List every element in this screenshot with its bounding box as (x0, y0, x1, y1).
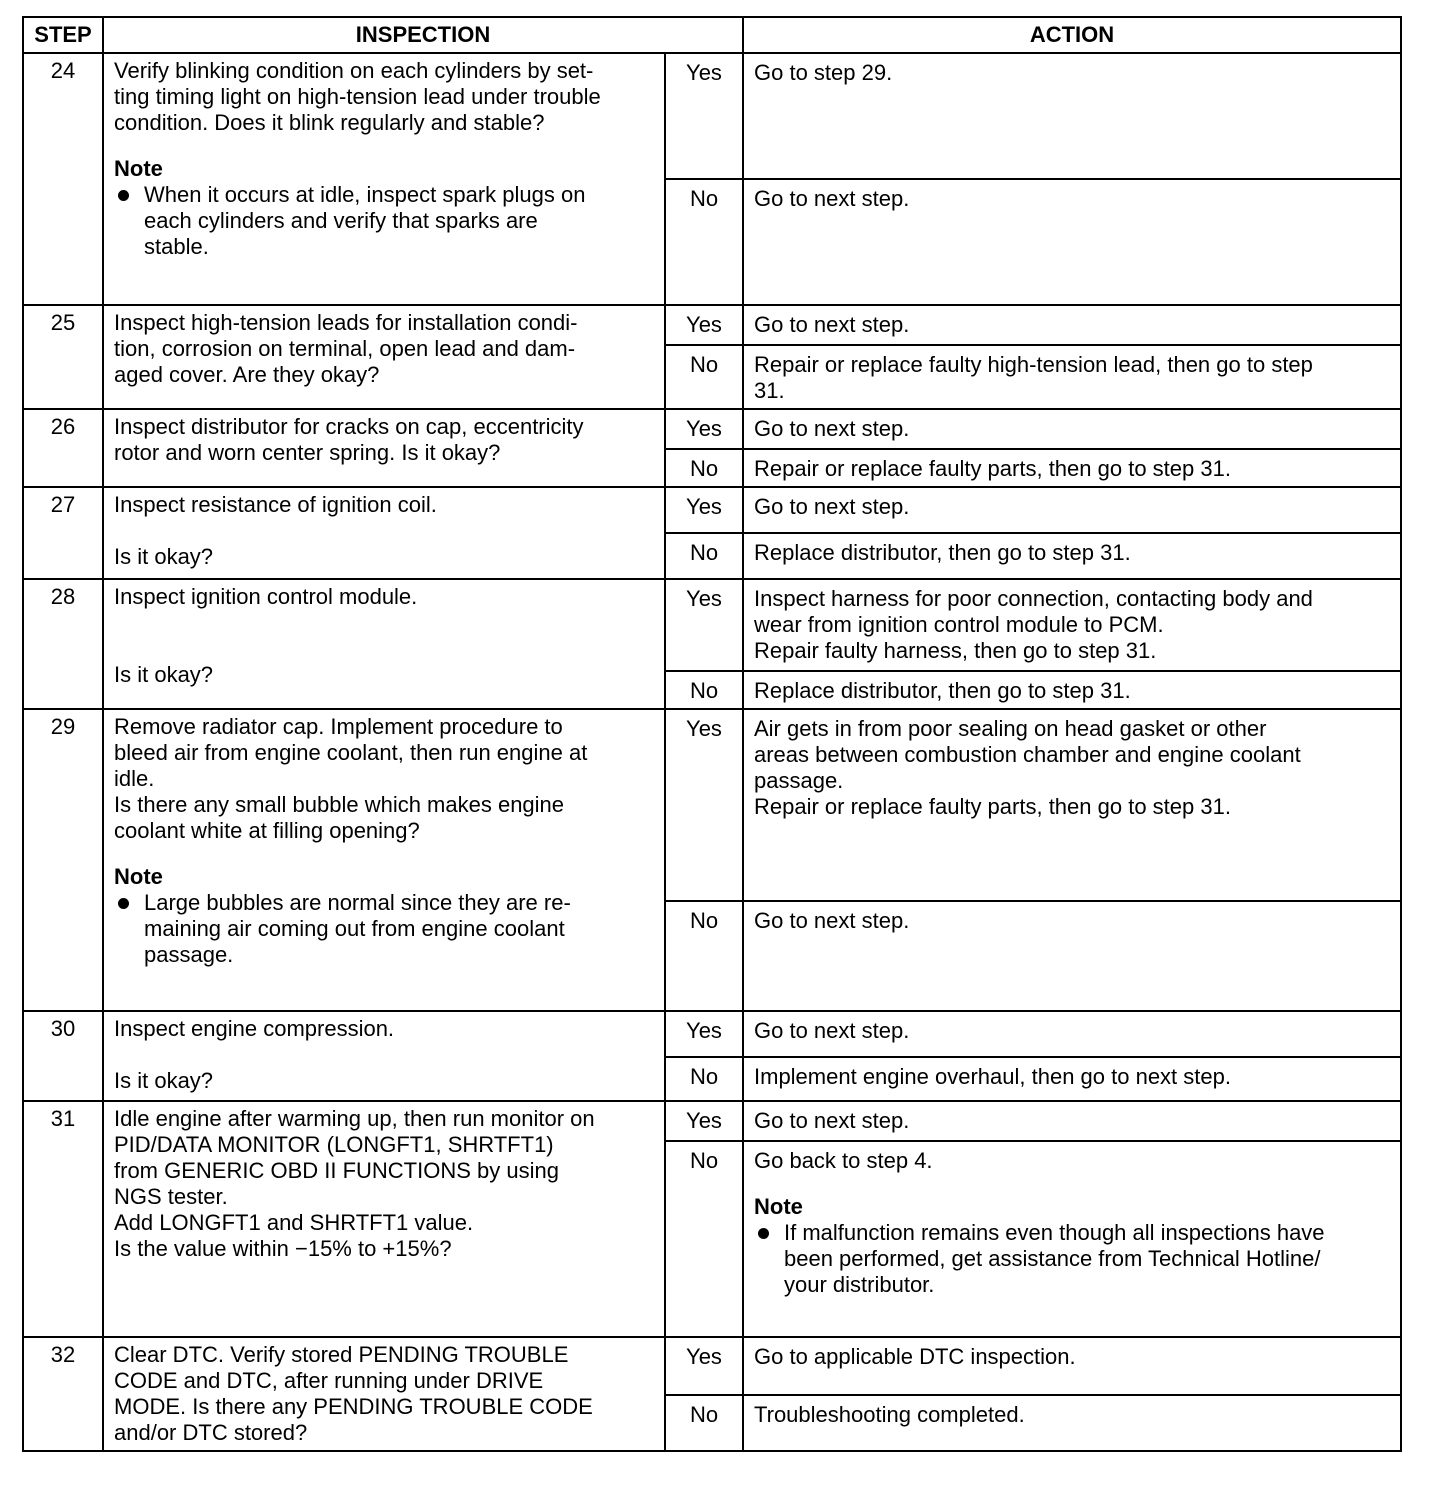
step-number: 29 (23, 709, 103, 1011)
yes-action: Go to next step. (743, 1011, 1401, 1057)
step-number: 24 (23, 53, 103, 305)
yes-action: Go to next step. (743, 305, 1401, 345)
yes-label: Yes (665, 53, 743, 179)
step-number: 32 (23, 1337, 103, 1451)
no-action-cell (743, 1141, 1401, 1337)
no-label: No (665, 449, 743, 487)
no-label: No (665, 671, 743, 709)
note-bullet: Large bubbles are normal since they are re- maining air coming out from engine coolant passage. (114, 890, 654, 968)
no-label: No (665, 345, 743, 409)
no-label: No (665, 1141, 743, 1337)
no-action: Go back to step 4. (754, 1148, 933, 1173)
yes-label: Yes (665, 305, 743, 345)
inspection-text: Clear DTC. Verify stored PENDING TROUBLE CODE and DTC, after running under DRIVE MODE. Is there any PENDING TROUBLE CODE and/or DTC stored? (103, 1337, 665, 1451)
yes-label: Yes (665, 409, 743, 449)
yes-action: Go to applicable DTC inspection. (743, 1337, 1401, 1395)
no-action: Go to next step. (743, 901, 1401, 1011)
inspection-text: Inspect resistance of ignition coil. Is it okay? (103, 487, 665, 579)
step-29-yes-row (23, 709, 1401, 901)
step-27-yes-row (23, 487, 1401, 533)
step-number: 30 (23, 1011, 103, 1101)
no-label: No (665, 533, 743, 579)
yes-action: Air gets in from poor sealing on head gasket or other areas between combustion chamber and engine coolant passage. Repair or replace faulty parts, then go to step 31. (743, 709, 1401, 901)
note-title: Note (754, 1194, 803, 1219)
yes-action: Inspect harness for poor connection, contacting body and wear from ignition control module to PCM. Repair faulty harness, then go to step 31. (743, 579, 1401, 671)
yes-label: Yes (665, 487, 743, 533)
inspection-text: Inspect engine compression. Is it okay? (103, 1011, 665, 1101)
inspection-text: Verify blinking condition on each cylinders by set- ting timing light on high-tension lead under trouble condition. Does it blink regularly and stable? (114, 58, 601, 135)
no-label: No (665, 179, 743, 305)
yes-action: Go to next step. (743, 409, 1401, 449)
no-label: No (665, 1057, 743, 1101)
step-31-yes-row (23, 1101, 1401, 1141)
yes-action: Go to next step. (743, 487, 1401, 533)
step-25-yes-row (23, 305, 1401, 345)
yes-label: Yes (665, 1101, 743, 1141)
yes-label: Yes (665, 1011, 743, 1057)
inspection-text: Inspect ignition control module. Is it okay? (103, 579, 665, 709)
no-action: Replace distributor, then go to step 31. (743, 533, 1401, 579)
no-action: Go to next step. (743, 179, 1401, 305)
troubleshooting-table (22, 16, 1402, 1452)
step-24-yes-row (23, 53, 1401, 179)
no-action: Repair or replace faulty high-tension lead, then go to step 31. (743, 345, 1401, 409)
inspection-text: Inspect distributor for cracks on cap, eccentricity rotor and worn center spring. Is it okay? (103, 409, 665, 487)
note-bullet: When it occurs at idle, inspect spark plugs on each cylinders and verify that sparks are stable. (114, 182, 654, 260)
step-number: 27 (23, 487, 103, 579)
note-bullet: If malfunction remains even though all inspections have been performed, get assistance from Technical Hotline/ your distributor. (754, 1220, 1390, 1298)
yes-action: Go to next step. (743, 1101, 1401, 1141)
note-title: Note (114, 156, 163, 181)
no-action: Implement engine overhaul, then go to next step. (743, 1057, 1401, 1101)
yes-action: Go to step 29. (743, 53, 1401, 179)
step-30-yes-row (23, 1011, 1401, 1057)
inspection-cell (103, 53, 665, 305)
inspection-text: Inspect high-tension leads for installation condi- tion, corrosion on terminal, open lead and dam- aged cover. Are they okay? (103, 305, 665, 409)
step-number: 26 (23, 409, 103, 487)
step-26-yes-row (23, 409, 1401, 449)
no-label: No (665, 1395, 743, 1451)
inspection-text: Remove radiator cap. Implement procedure to bleed air from engine coolant, then run engine at idle. Is there any small bubble which makes engine coolant white at filling opening? (114, 714, 588, 843)
no-action: Repair or replace faulty parts, then go to step 31. (743, 449, 1401, 487)
no-action: Troubleshooting completed. (743, 1395, 1401, 1451)
action-header: ACTION (743, 17, 1401, 53)
inspection-cell (103, 709, 665, 1011)
step-32-yes-row (23, 1337, 1401, 1395)
no-label: No (665, 901, 743, 1011)
header-row (23, 17, 1401, 53)
step-header: STEP (23, 17, 103, 53)
step-number: 28 (23, 579, 103, 709)
yes-label: Yes (665, 579, 743, 671)
step-28-yes-row (23, 579, 1401, 671)
no-action: Replace distributor, then go to step 31. (743, 671, 1401, 709)
note-title: Note (114, 864, 163, 889)
yes-label: Yes (665, 709, 743, 901)
yes-label: Yes (665, 1337, 743, 1395)
inspection-header: INSPECTION (103, 17, 743, 53)
inspection-text: Idle engine after warming up, then run monitor on PID/DATA MONITOR (LONGFT1, SHRTFT1) from GENERIC OBD II FUNCTIONS by using NGS tester. Add LONGFT1 and SHRTFT1 value. Is the value within −15% to +15%? (103, 1101, 665, 1337)
step-number: 31 (23, 1101, 103, 1337)
step-number: 25 (23, 305, 103, 409)
